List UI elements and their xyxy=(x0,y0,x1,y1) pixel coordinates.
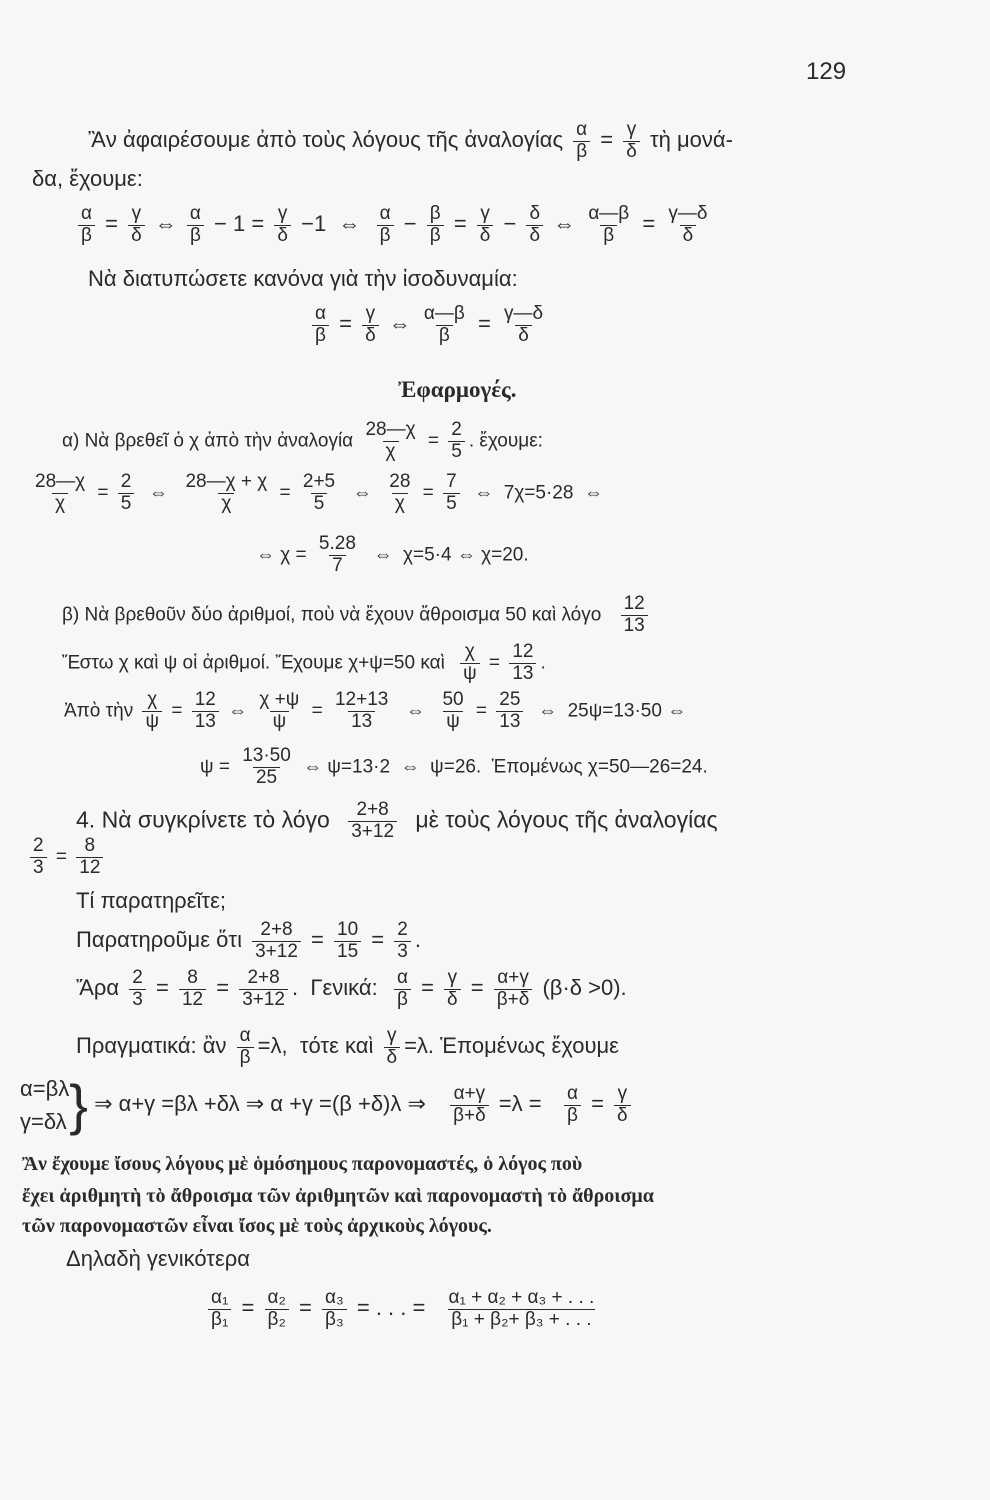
example-a-statement: α) Νὰ βρεθεῖ ὁ χ ἀπὸ τὴν ἀναλογία $\frac{28—\chi}{\chi}$ = $\frac{2}{5}$ . ἔχουμε: xyxy=(62,419,543,462)
theorem-line-3: τῶν παρονομαστῶν εἶναι ἴσος μὲ τοὺς ἀρχικοὺς λόγους. xyxy=(22,1215,492,1237)
example-b-result: ψ = $\frac{13\cdot 50}{25}$ ⇔ ψ=13·2 ⇔ ψ=26. Ἑπομένως χ=50—26=24. xyxy=(200,745,708,788)
derivation-line: α=βλ γ=δλ } ⇒ α+γ =βλ +δλ ⇒ α +γ =(β +δ)λ ⇒ $\frac{\alpha+\gamma}{\beta+\delta}$ =λ = $\frac{\alpha}{\beta}$ = $\frac{\gamma}{\delta}$ xyxy=(20,1072,635,1138)
example-b-statement: β) Νὰ βρεθοῦν δύο ἀριθμοί, ποὺ νὰ ἔχουν ἄθροισμα 50 καὶ λόγο $\frac{12}{13}$ xyxy=(62,594,652,637)
therefore-line: Ἄρα $\frac{2}{3}$ = $\frac{8}{12}$ = $\frac{2+8}{3+12}$ . Γενικά: $\frac{\alpha}{\beta}$ = $\frac{\gamma}{\delta}$ = $\frac{\alpha+\gamma}{\beta+\delta}$ (β·δ >0). xyxy=(76,967,627,1010)
question-4-proportion: $\frac{2}{3}$ = $\frac{8}{12}$ xyxy=(26,836,107,879)
example-a-result: ⇔ χ = $\frac{5.28}{7}$ ⇔ χ=5·4 ⇔ χ=20. xyxy=(256,533,529,576)
theorem-line-1: Ἂν ἔχουμε ἴσους λόγους μὲ ὁμόσημους παρονομαστές, ὁ λόγος ποὺ xyxy=(22,1153,583,1175)
rule-prompt: Νὰ διατυπώσετε κανόνα γιὰ τὴν ἰσοδυναμία: xyxy=(88,266,518,291)
observe-question: Τί παρατηρεῖτε; xyxy=(76,888,227,913)
example-b-steps: Ἀπὸ τὴν $\frac{\chi}{\psi}$ = $\frac{12}{13}$ ⇔ $\frac{\chi +\psi}{\psi}$ = $\frac{12+13}{13}$ ⇔ $\frac{50}{\psi}$ = $\frac{25}{13}$ ⇔ 25ψ=13·50 ⇔ xyxy=(64,689,687,732)
page-number: 129 xyxy=(806,58,847,85)
fraction-a-over-b: $\frac{\alpha}{\beta}$ xyxy=(573,120,590,163)
intro-line-1: Ἂν ἀφαιρέσουμε ἀπὸ τοὺς λόγους τῆς ἀναλογίας $\frac{\alpha}{\beta}$ = $\frac{\gamma}{\delta}$ τὴ μονά- xyxy=(88,119,733,162)
example-b-let: Ἔστω χ καὶ ψ οἱ ἀριθμοί. Ἔχουμε χ+ψ=50 καὶ $\frac{\chi}{\psi}$ = $\frac{12}{13}$ . xyxy=(62,641,546,684)
intro-line-2: δα, ἔχουμε: xyxy=(32,166,143,191)
intro-text: Ἂν ἀφαιρέσουμε ἀπὸ τοὺς λόγους τῆς ἀναλογίας xyxy=(88,127,564,153)
indeed-line: Πραγματικά: ἂν $\frac{\alpha}{\beta}$ =λ, τότε καὶ $\frac{\gamma}{\delta}$ =λ. Ἑπομένως ἔχουμε xyxy=(76,1025,619,1068)
general-intro: Δηλαδὴ γενικότερα xyxy=(66,1246,250,1271)
fraction-g-over-d: $\frac{\gamma}{\delta}$ xyxy=(623,120,640,163)
general-formula: $\frac{\text{α₁}}{\text{β₁}}$ = $\frac{\text{α₂}}{\text{β₂}}$ = $\frac{\text{α₃}}{\text{β₃}}$ = . . . = $\frac{\text{α₁ + α₂ + α₃ + . . .}}{\text{β₁ + β₂+ β₃ + . . .}}$ xyxy=(204,1288,601,1331)
equivalence-chain: $\frac{\alpha}{\beta}$ = $\frac{\gamma}{\delta}$ ⇔ $\frac{\alpha}{\beta}$ − 1 = $\frac{\gamma}{\delta}$ −1 ⇔ $\frac{\alpha}{\beta}$ − $\frac{\beta}{\beta}$ = $\frac{\gamma}{\delta}$ − $\frac{\delta}{\delta}$ ⇔ $\frac{\alpha—\beta}{\beta}$ = $\frac{\gamma—\delta}{\delta}$ xyxy=(74,204,714,247)
observation-line: Παρατηροῦμε ὅτι $\frac{2+8}{3+12}$ = $\frac{10}{15}$ = $\frac{2}{3}$ . xyxy=(76,919,421,962)
applications-heading: Ἐφαρμογές. xyxy=(398,377,517,402)
example-a-steps: $\frac{28—\chi}{\chi}$ = $\frac{2}{5}$ ⇔ $\frac{28—\chi + \chi}{\chi}$ = $\frac{2+5}{5}$ ⇔ $\frac{28}{\chi}$ = $\frac{7}{5}$ ⇔ 7χ=5·28 ⇔ xyxy=(35,471,603,514)
question-4: 4. Νὰ συγκρίνετε τὸ λόγο $\frac{2+8}{3+12}$ μὲ τοὺς λόγους τῆς ἀναλογίας xyxy=(76,799,718,842)
rule-equivalence: $\frac{\alpha}{\beta}$ = $\frac{\gamma}{\delta}$ ⇔ $\frac{\alpha—\beta}{\beta}$ = $\frac{\gamma—\delta}{\delta}$ xyxy=(308,304,550,347)
theorem-line-2: ἔχει ἀριθμητὴ τὸ ἄθροισμα τῶν ἀριθμητῶν καὶ παρονομαστὴ τὸ ἄθροισμα xyxy=(22,1185,654,1207)
intro-tail: τὴ μονά- xyxy=(649,127,733,153)
